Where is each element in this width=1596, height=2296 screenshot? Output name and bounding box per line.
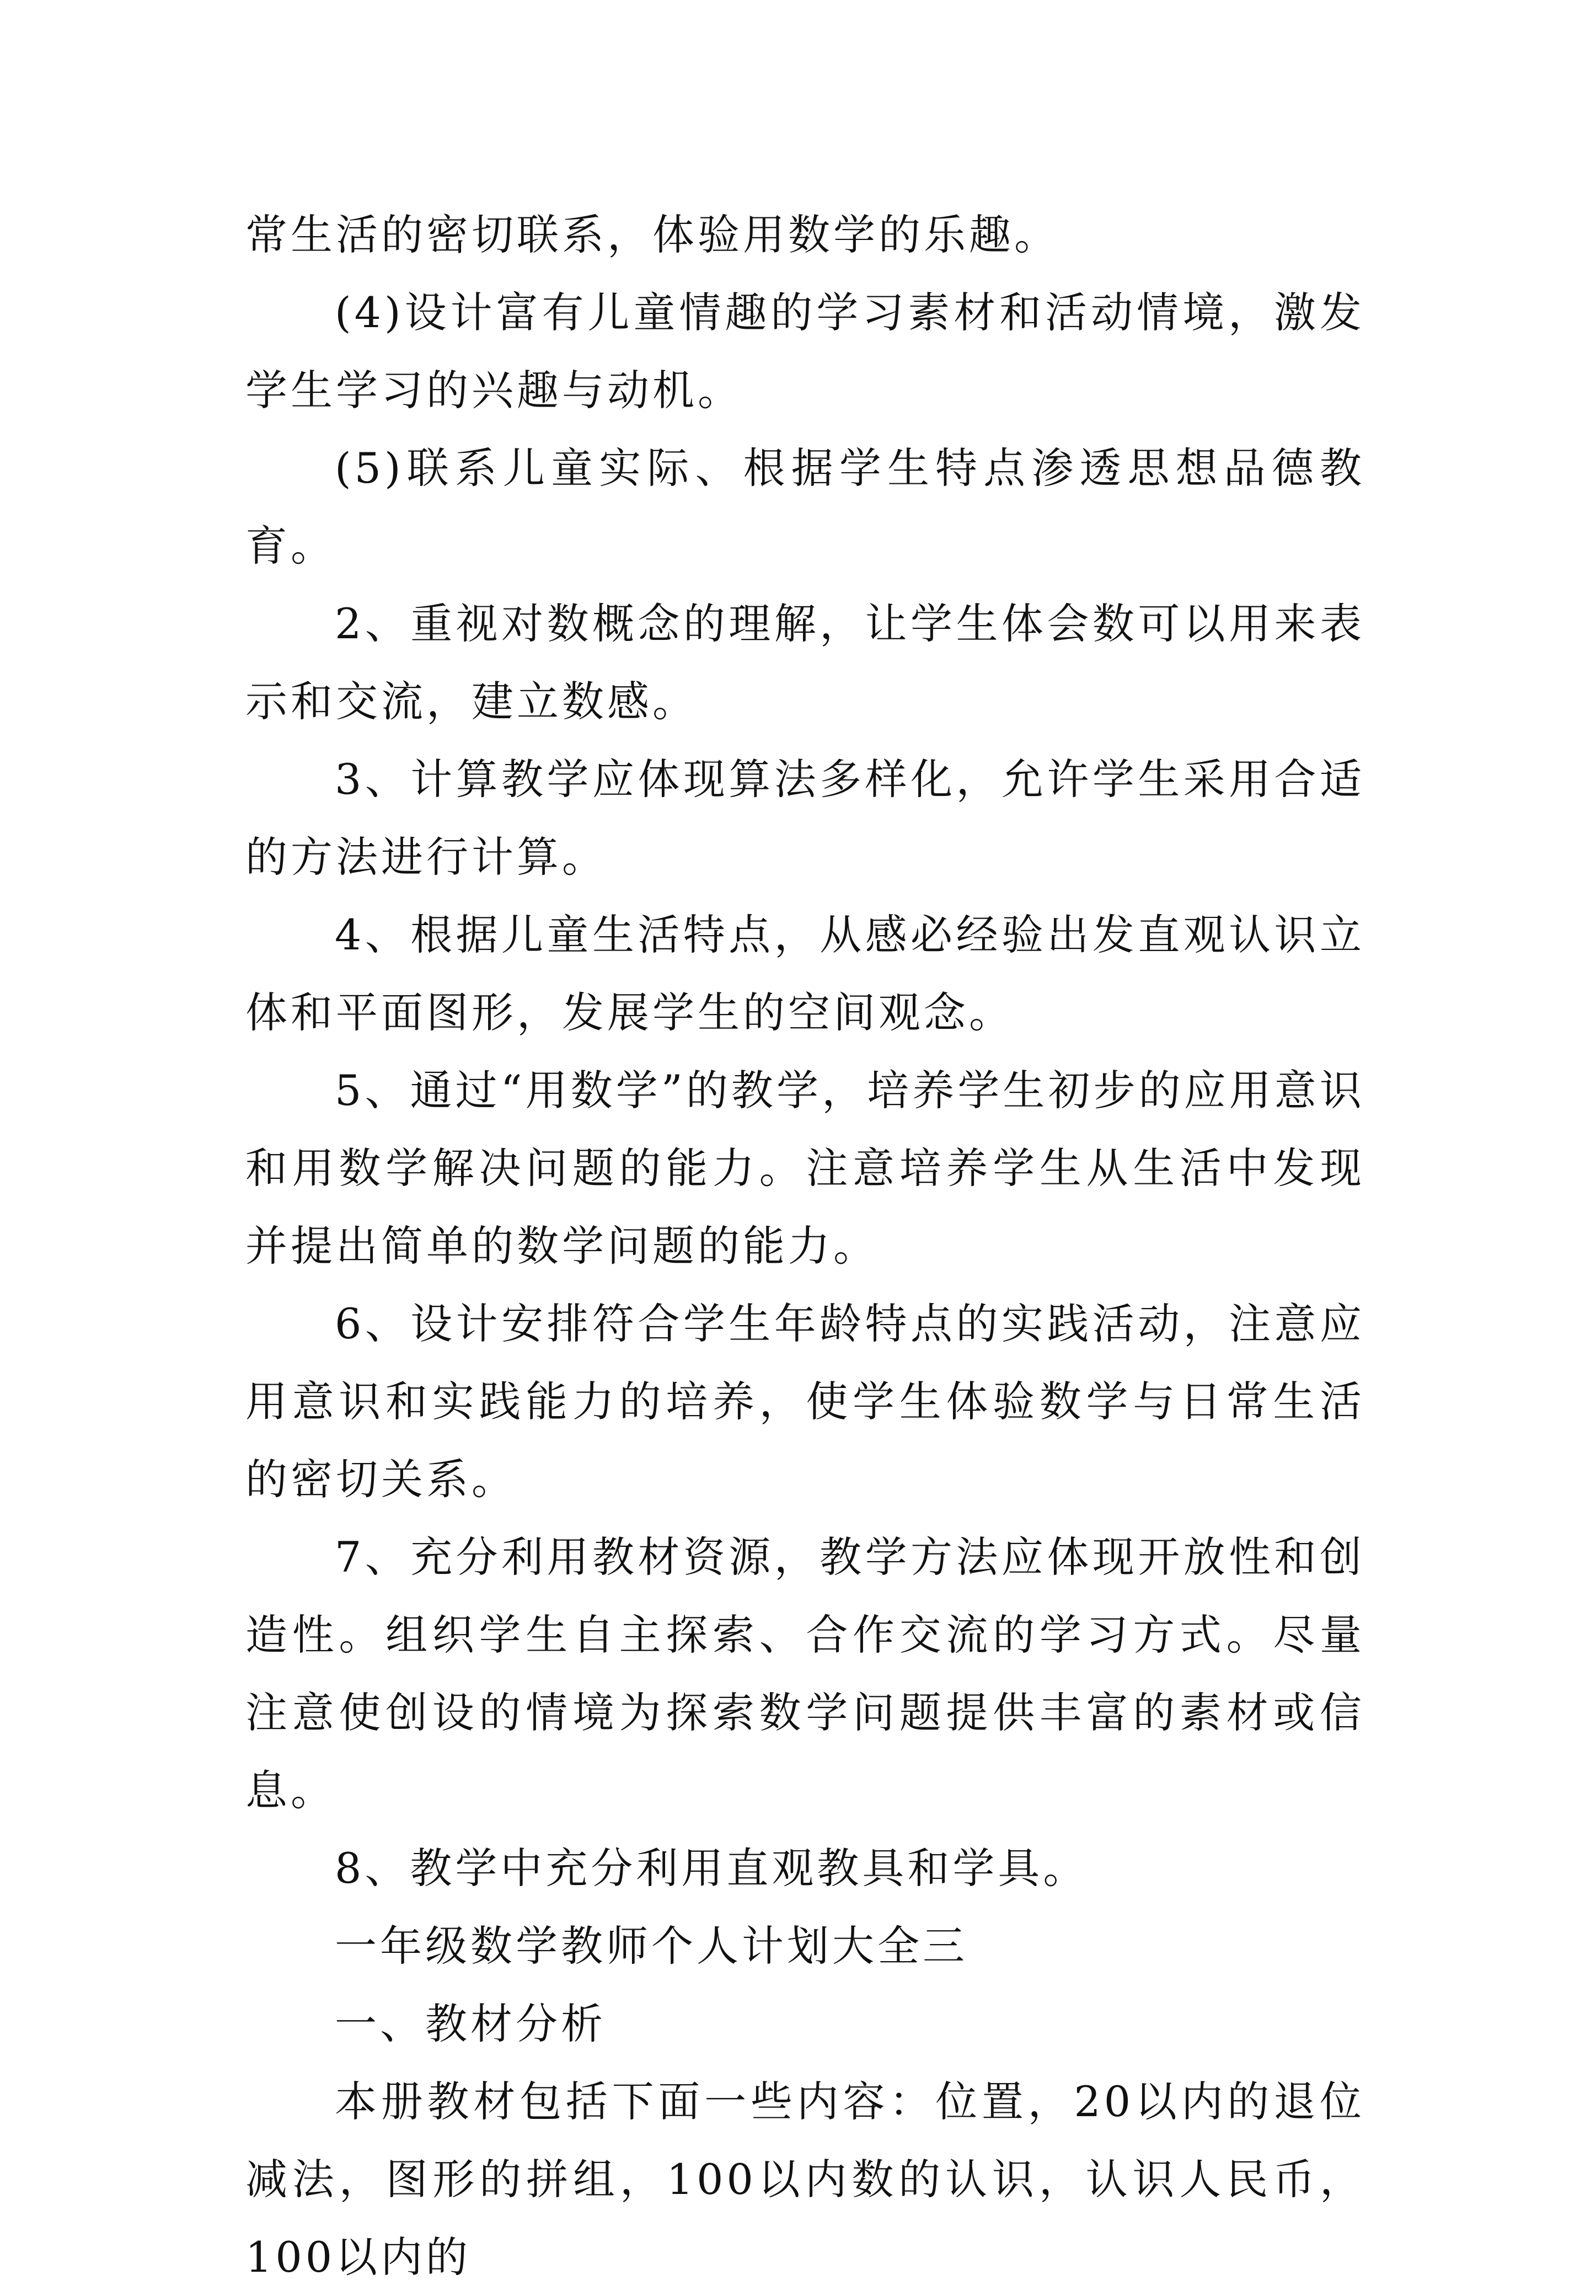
paragraph-item-5: (5)联系儿童实际、根据学生特点渗透思想品德教育。 [245, 444, 1365, 570]
section-title: 一年级数学教师个人计划大全三 [335, 1921, 968, 1971]
section-heading: 一、教材分析 [335, 1999, 606, 2048]
paragraph-point-7: 7、充分利用教材资源，教学方法应体现开放性和创造性。组织学生自主探索、合作交流的学习方式。尽量注意使创设的情境为探索数学问题提供丰富的素材或信息。 [245, 1533, 1365, 1815]
paragraph-continuation: 常生活的密切联系，体验用数学的乐趣。 [245, 210, 1059, 259]
paragraph-point-8: 8、教学中充分利用直观教具和学具。 [335, 1844, 1089, 1893]
paragraph-textbook-content: 本册教材包括下面一些内容：位置，20以内的退位减法，图形的拼组，100以内数的认识，认识人民币，100以内的 [245, 2077, 1365, 2282]
paragraph-item-4: (4)设计富有儿童情趣的学习素材和活动情境，激发学生学习的兴趣与动机。 [245, 288, 1365, 415]
paragraph-point-6: 6、设计安排符合学生年龄特点的实践活动，注意应用意识和实践能力的培养，使学生体验数学与日常生活的密切关系。 [245, 1299, 1365, 1504]
paragraph-point-3: 3、计算教学应体现算法多样化，允许学生采用合适的方法进行计算。 [245, 755, 1365, 882]
paragraph-point-5: 5、通过“用数学”的教学，培养学生初步的应用意识和用数学解决问题的能力。注意培养学生从生活中发现并提出简单的数学问题的能力。 [245, 1066, 1365, 1270]
document-body [245, 196, 1365, 2296]
paragraph-point-2: 2、重视对数概念的理解，让学生体会数可以用来表示和交流，建立数感。 [245, 599, 1365, 726]
paragraph-point-4: 4、根据儿童生活特点，从感必经验出发直观认识立体和平面图形，发展学生的空间观念。 [245, 910, 1365, 1037]
